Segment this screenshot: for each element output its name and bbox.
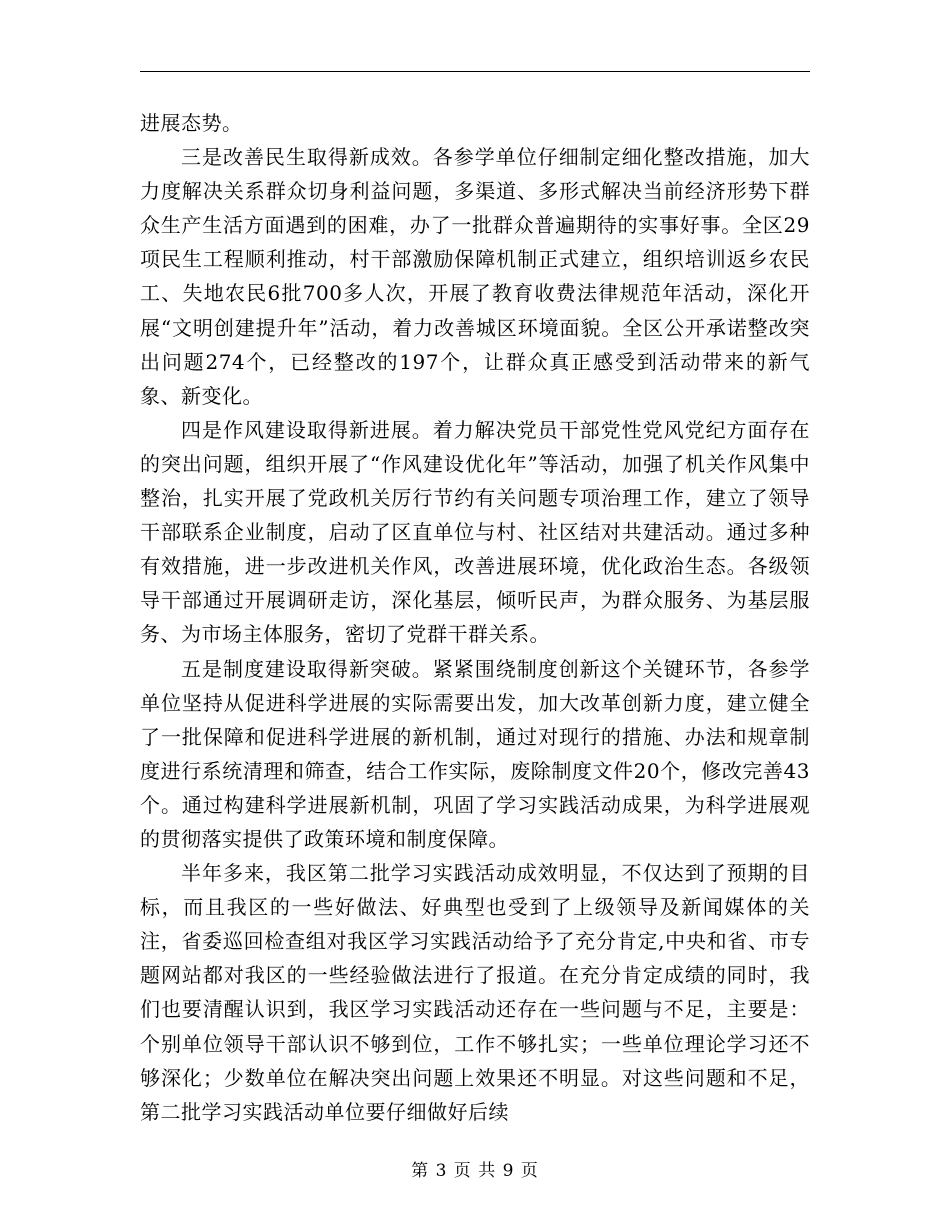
paragraph-institution: 五是制度建设取得新突破。紧紧围绕制度创新这个关键环节，各参学单位坚持从促进科学进展的实际需要出发，加大改革创新力度，建立健全了一批保障和促进科学进展的新机制，通过对现行的措施、办法和规章制度进行系统清理和筛查，结合工作实际，废除制度文件20个，修改完善43个。通过构建科学进展新机制，巩固了学习实践活动成果，为科学进展观的贯彻落实提供了政策环境和制度保障。 <box>140 656 810 851</box>
paragraph-work-style: 四是作风建设取得新进展。着力解决党员干部党性党风党纪方面存在的突出问题，组织开展了“作风建设优化年”等活动，加强了机关作风集中整治，扎实开展了党政机关厉行节约有关问题专项治理工作，建立了领导干部联系企业制度，启动了区直单位与村、社区结对共建活动。通过多种有效措施，进一步改进机关作风，改善进展环境，优化政治生态。各级领导干部通过开展调研走访，深化基层，倾听民声，为群众服务、为基层服务、为市场主体服务，密切了党群干群关系。 <box>140 417 810 647</box>
page-number-footer: 第 3 页 共 9 页 <box>411 1161 539 1181</box>
header-rule <box>140 71 810 72</box>
paragraph-livelihood: 三是改善民生取得新成效。各参学单位仔细制定细化整改措施，加大力度解决关系群众切身利益问题，多渠道、多形式解决当前经济形势下群众生产生活方面遇到的困难，办了一批群众普遍期待的实事好事。全区29项民生工程顺利推动，村干部激励保障机制正式建立，组织培训返乡农民工、失地农民6批700多人次，开展了教育收费法律规范年活动，深化开展“文明创建提升年”活动，着力改善城区环境面貌。全区公开承诺整改突出问题274个，已经整改的197个，让群众真正感受到活动带来的新气象、新变化。 <box>140 145 810 408</box>
document-body <box>140 106 810 1129</box>
paragraph-continuation: 进展态势。 <box>140 111 243 135</box>
paragraph-summary: 半年多来，我区第二批学习实践活动成效明显，不仅达到了预期的目标，而且我区的一些好做法、好典型也受到了上级领导及新闻媒体的关注，省委巡回检查组对我区学习实践活动给予了充分肯定,中央和省、市专题网站都对我区的一些经验做法进行了报道。在充分肯定成绩的同时，我们也要清醒认识到，我区学习实践活动还存在一些问题与不足，主要是：个别单位领导干部认识不够到位，工作不够扎实；一些单位理论学习还不够深化；少数单位在解决突出问题上效果还不明显。对这些问题和不足，第二批学习实践活动单位要仔细做好后续 <box>140 861 810 1124</box>
